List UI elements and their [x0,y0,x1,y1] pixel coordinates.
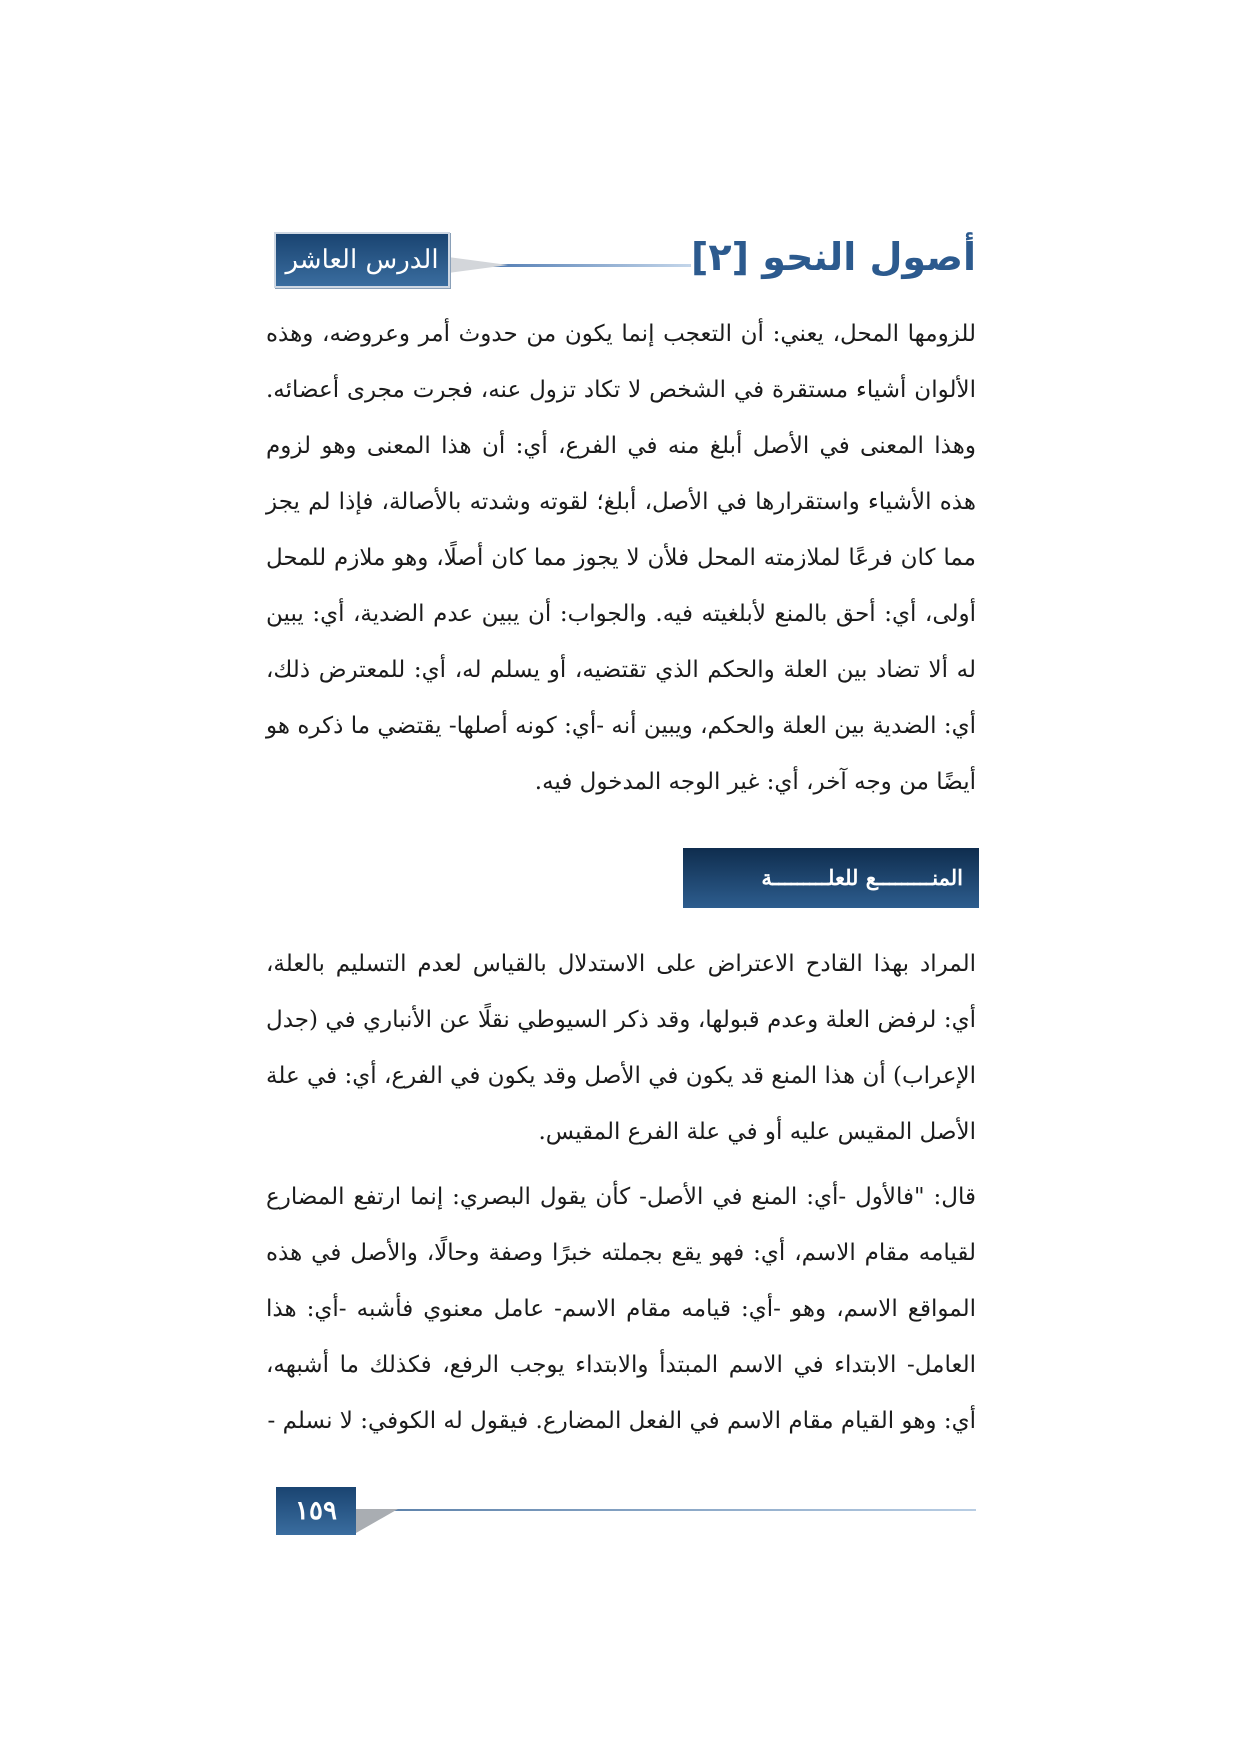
footer-rule [358,1509,976,1511]
body-paragraph-1: للزومها المحل، يعني: أن التعجب إنما يكون من حدوث أمر وعروضه، وهذه الألوان أشياء مستقرة في الشخص لا تكاد تزول عنه، فجرت مجرى أعضائه. وهذا المعنى في الأصل أبلغ منه في الفرع، أي: أن هذا المعنى وهو لزوم هذه الأشياء واستقرارها في الأصل، أبلغ؛ لقوته وشدته بالأصالة، فإذا لم يجز مما كان فرعًا لملازمته المحل فلأن لا يجوز مما كان أصلًا، وهو ملازم للمحل أولى، أي: أحق بالمنع لأبلغيته فيه. والجواب: أن يبين عدم الضدية، أي: يبين له ألا تضاد بين العلة والحكم الذي تقتضيه، أو يسلم له، أي: للمعترض ذلك، أي: الضدية بين العلة والحكم، ويبين أنه -أي: كونه أصلها- يقتضي ما ذكره هو أيضًا من وجه آخر، أي: غير الوجه المدخول فيه. [266,321,976,795]
footer-wedge [356,1509,398,1533]
lesson-badge: الدرس العاشر [274,232,450,288]
body-paragraph-3: قال: "فالأول -أي: المنع في الأصل- كأن يقول البصري: إنما ارتفع المضارع لقيامه مقام الاسم، أي: فهو يقع بجملته خبرًا وصفة وحالًا، والأصل في هذه المواقع الاسم، وهو -أي: قيامه مقام الاسم- عامل معنوي فأشبه -أي: هذا العامل- الابتداء في الاسم المبتدأ والابتداء يوجب الرفع، فكذلك ما أشبهه، أي: وهو القيام مقام الاسم في الفعل المضارع. فيقول له الكوفي: لا نسلم - [266,1184,976,1434]
section-heading: المنـــــــــع للعلـــــــــة [683,848,979,908]
page-header [270,228,976,290]
page-number: ١٥٩ [276,1487,356,1535]
page-footer [276,1487,976,1541]
body-paragraph-2: المراد بهذا القادح الاعتراض على الاستدلال بالقياس لعدم التسليم بالعلة، أي: لرفض العلة وعدم قبولها، وقد ذكر السيوطي نقلًا عن الأنباري في (جدل الإعراب) أن هذا المنع قد يكون في الأصل وقد يكون في الفرع، أي: في علة الأصل المقيس عليه أو في علة الفرع المقيس. [266,951,976,1145]
book-title: أصول النحو [٢] [691,235,976,279]
header-wedge [448,257,508,273]
